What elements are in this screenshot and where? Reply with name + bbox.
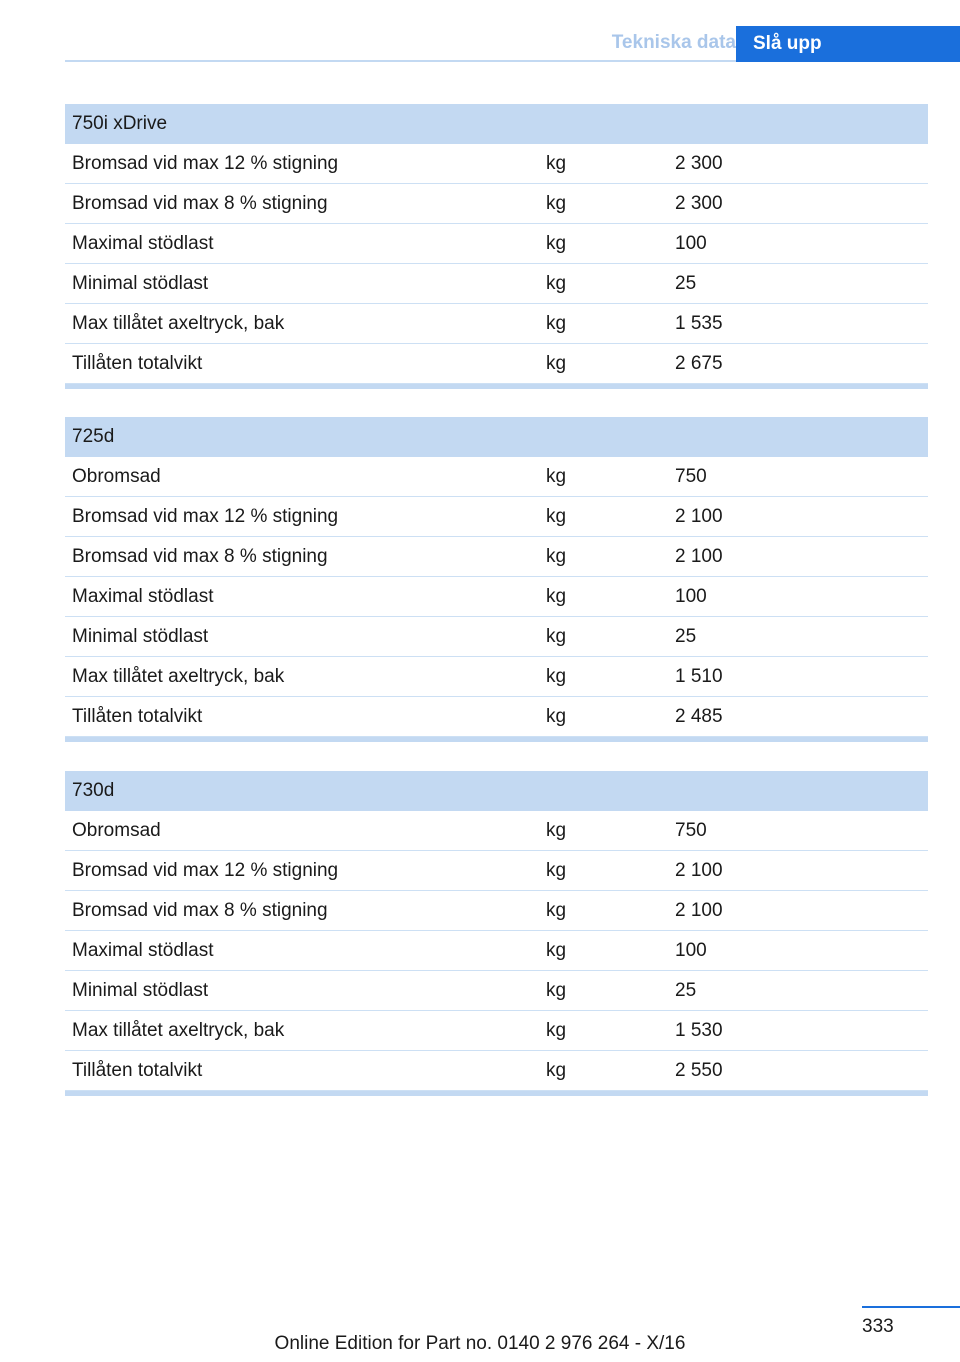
table-row (65, 264, 928, 304)
table-row (65, 617, 928, 657)
row-unit: kg (546, 666, 567, 687)
row-label: Tillåten totalvikt (72, 353, 203, 374)
row-value: 750 (675, 466, 707, 487)
spec-table-725d (65, 417, 928, 742)
table-bottom-rule (65, 384, 928, 389)
table-row (65, 224, 928, 264)
row-value: 25 (675, 626, 697, 647)
row-label: Maximal stödlast (72, 586, 214, 607)
row-unit: kg (546, 706, 567, 727)
row-unit: kg (546, 940, 567, 961)
row-unit: kg (546, 153, 567, 174)
table-row (65, 537, 928, 577)
row-unit: kg (546, 233, 567, 254)
table-title: 730d (65, 771, 928, 811)
row-label: Max tillåtet axeltryck, bak (72, 1020, 285, 1041)
table-row (65, 304, 928, 344)
table-row (65, 577, 928, 617)
table-row (65, 931, 928, 971)
row-unit: kg (546, 586, 567, 607)
row-unit: kg (546, 506, 567, 527)
row-label: Obromsad (72, 466, 161, 487)
row-label: Maximal stödlast (72, 940, 214, 961)
row-label: Tillåten totalvikt (72, 1060, 203, 1081)
row-value: 2 100 (675, 860, 723, 881)
row-label: Maximal stödlast (72, 233, 214, 254)
table-row (65, 1011, 928, 1051)
table-row (65, 344, 928, 384)
row-value: 2 100 (675, 900, 723, 921)
row-unit: kg (546, 626, 567, 647)
row-unit: kg (546, 900, 567, 921)
table-title: 750i xDrive (65, 104, 928, 144)
row-label: Bromsad vid max 8 % stigning (72, 900, 328, 921)
row-label: Minimal stödlast (72, 626, 209, 647)
row-unit: kg (546, 980, 567, 1001)
row-label: Tillåten totalvikt (72, 706, 203, 727)
table-title: 725d (65, 417, 928, 457)
table-bottom-rule (65, 1091, 928, 1096)
row-label: Minimal stödlast (72, 273, 209, 294)
table-row (65, 971, 928, 1011)
footer-edition-text: Online Edition for Part no. 0140 2 976 264 - X/16 (274, 1333, 686, 1354)
row-unit: kg (546, 466, 567, 487)
row-value: 2 100 (675, 506, 723, 527)
row-label: Max tillåtet axeltryck, bak (72, 666, 285, 687)
row-unit: kg (546, 546, 567, 567)
row-value: 25 (675, 273, 697, 294)
row-label: Bromsad vid max 8 % stigning (72, 546, 328, 567)
table-row (65, 457, 928, 497)
row-value: 2 485 (675, 706, 723, 727)
table-row (65, 891, 928, 931)
table-bottom-rule (65, 737, 928, 742)
row-unit: kg (546, 860, 567, 881)
row-value: 2 675 (675, 353, 723, 374)
row-unit: kg (546, 1020, 567, 1041)
row-label: Max tillåtet axeltryck, bak (72, 313, 285, 334)
table-row (65, 1051, 928, 1091)
row-unit: kg (546, 313, 567, 334)
page-number: 333 (862, 1316, 894, 1337)
row-unit: kg (546, 193, 567, 214)
spec-table-730d (65, 771, 928, 1096)
row-value: 1 530 (675, 1020, 723, 1041)
row-label: Bromsad vid max 12 % stigning (72, 153, 339, 174)
row-value: 100 (675, 233, 707, 254)
table-row (65, 811, 928, 851)
row-label: Minimal stödlast (72, 980, 209, 1001)
table-row (65, 657, 928, 697)
row-label: Obromsad (72, 820, 161, 841)
row-value: 1 510 (675, 666, 723, 687)
table-row (65, 851, 928, 891)
row-value: 1 535 (675, 313, 723, 334)
row-label: Bromsad vid max 12 % stigning (72, 506, 339, 527)
table-row (65, 184, 928, 224)
row-label: Bromsad vid max 12 % stigning (72, 860, 339, 881)
row-unit: kg (546, 820, 567, 841)
row-unit: kg (546, 273, 567, 294)
row-value: 2 300 (675, 153, 723, 174)
table-row (65, 144, 928, 184)
page-number-rule (862, 1306, 960, 1308)
row-value: 25 (675, 980, 697, 1001)
table-row (65, 697, 928, 737)
header-tab-label: Slå upp (736, 26, 960, 62)
row-value: 100 (675, 940, 707, 961)
row-value: 2 550 (675, 1060, 723, 1081)
spec-table-750i-xdrive (65, 104, 928, 389)
row-value: 100 (675, 586, 707, 607)
table-row (65, 497, 928, 537)
header-section-label: Tekniska data (611, 32, 736, 53)
row-unit: kg (546, 1060, 567, 1081)
row-label: Bromsad vid max 8 % stigning (72, 193, 328, 214)
row-value: 2 100 (675, 546, 723, 567)
row-value: 750 (675, 820, 707, 841)
row-unit: kg (546, 353, 567, 374)
row-value: 2 300 (675, 193, 723, 214)
